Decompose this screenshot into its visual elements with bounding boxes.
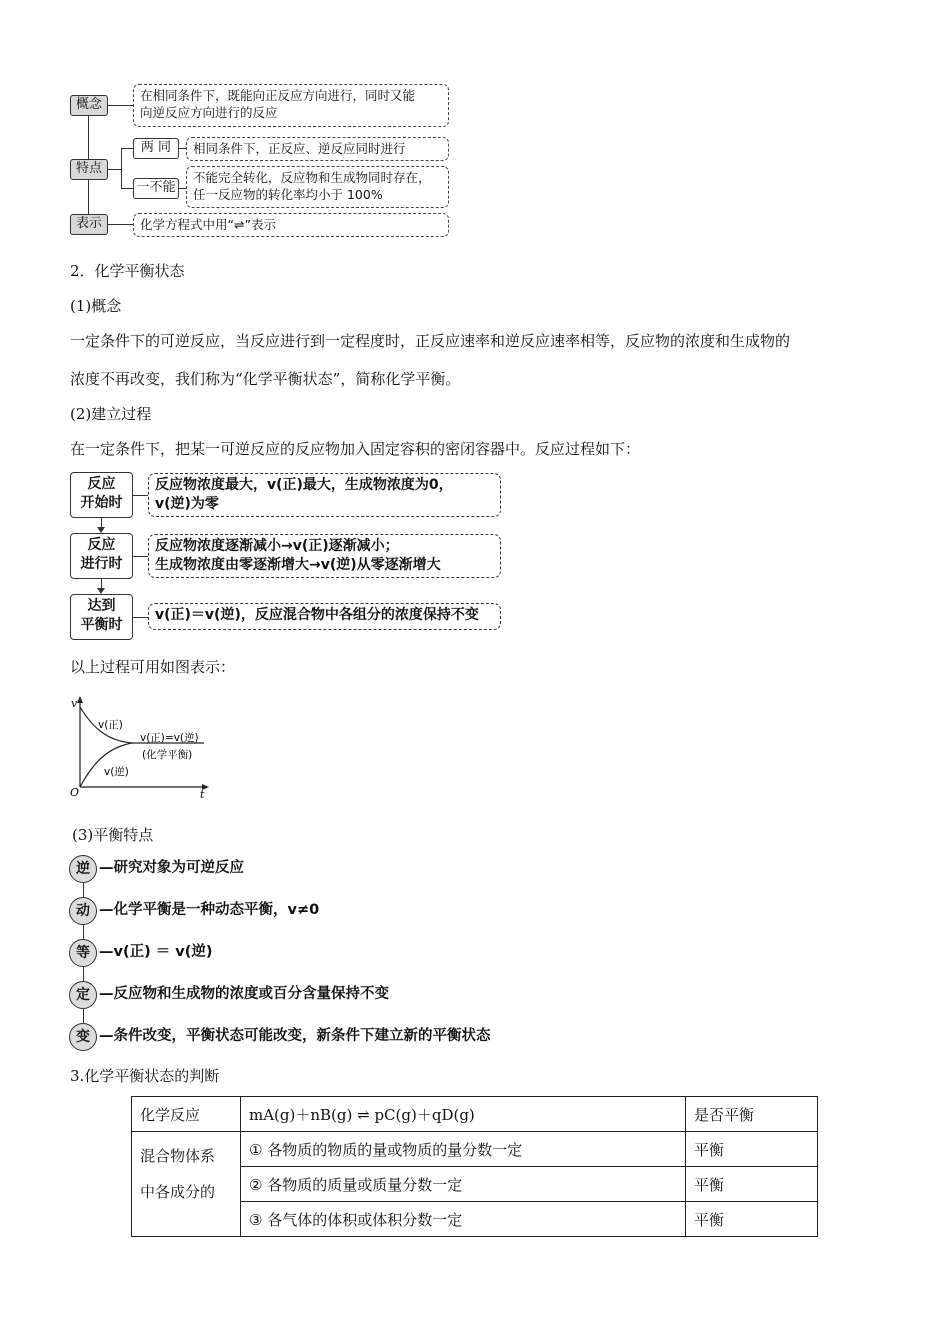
label-feature: 特点 (70, 159, 108, 180)
group-label: 混合物体系 (140, 1147, 216, 1165)
connector (121, 148, 133, 149)
sub3-title: (3)平衡特点 (72, 826, 154, 844)
cannot-line: 不能完全转化，反应物和生成物同时存在， (193, 170, 431, 185)
desc-line: 反应物浓度逐渐减小→v(正)逐渐减小； (155, 538, 399, 554)
concept-box (133, 84, 449, 127)
representation-box (133, 213, 449, 237)
reverse-label: v(逆) (104, 766, 129, 778)
stage-progress (70, 533, 133, 579)
connector (121, 188, 133, 189)
cannot-line: 任一反应物的转化率均小于 100% (193, 187, 383, 202)
y-axis-label: v (71, 697, 78, 710)
sub2-title: (2)建立过程 (70, 405, 152, 423)
stage-equilibrium (70, 594, 133, 640)
arrow-down-icon (97, 588, 105, 594)
desc-line: v(正)＝v(逆)，反应混合物中各组分的浓度保持不变 (155, 607, 479, 623)
connector (133, 495, 148, 496)
section3-title: 3.化学平衡状态的判断 (70, 1067, 220, 1085)
table-header-row (132, 1097, 818, 1132)
concept-para-line1: 一定条件下的可逆反应，当反应进行到一定程度时，正反应速率和逆反应速率相等，反应物的浓度和生成物的 (70, 332, 791, 350)
repr-text: 化学方程式中用“ (140, 217, 234, 232)
header-cell: 化学反应 (132, 1097, 241, 1132)
equal-label: v(正)=v(逆) (140, 732, 199, 744)
connector (107, 105, 133, 106)
stage-label: 反应 (87, 476, 116, 492)
feature-text: —研究对象为可逆反应 (99, 860, 244, 876)
feature-text: —化学平衡是一种动态平衡，v≠0 (99, 902, 320, 918)
stage-label: 达到 (87, 598, 116, 614)
group-label: 中各成分的 (140, 1183, 216, 1201)
x-axis-label: t (200, 788, 205, 800)
graph-intro: 以上过程可用如图表示： (70, 658, 236, 676)
stage-label: 开始时 (80, 495, 123, 511)
origin-label: O (70, 786, 80, 799)
feature-text: —反应物和生成物的浓度或百分含量保持不变 (99, 986, 389, 1002)
repr-text: ”表示 (244, 217, 276, 232)
stage-label: 反应 (87, 537, 116, 553)
arrow-down-icon (97, 527, 105, 533)
connector (178, 188, 186, 189)
same-text: 相同条件下，正反应、逆反应同时进行 (193, 141, 406, 156)
sub1-title: (1)概念 (70, 297, 122, 315)
feature-text: —条件改变，平衡状态可能改变，新条件下建立新的平衡状态 (99, 1028, 491, 1044)
condition-cell: ② 各物质的质量或质量分数一定 (241, 1167, 686, 1202)
table-row (132, 1132, 818, 1167)
equilibrium-label: (化学平衡) (142, 749, 193, 761)
stage-start (70, 472, 133, 518)
desc-line: v(逆)为零 (155, 496, 219, 512)
feature-char: 变 (69, 1023, 97, 1051)
group-cell (132, 1132, 241, 1237)
condition-cell: ① 各物质的物质的量或物质的量分数一定 (241, 1132, 686, 1167)
feature-char: 逆 (69, 855, 97, 883)
connector (133, 556, 148, 557)
feature-char: 定 (69, 981, 97, 1009)
stage-progress-desc (148, 534, 501, 578)
stage-label: 进行时 (80, 556, 123, 572)
stage-equilibrium-desc (148, 603, 501, 630)
feature-char: 动 (69, 897, 97, 925)
equilibrium-judgment-table (131, 1096, 818, 1237)
y-axis-arrow-icon (77, 696, 83, 703)
connector (107, 224, 133, 225)
label-representation: 表示 (70, 214, 108, 235)
desc-line: 反应物浓度最大，v(正)最大，生成物浓度为0， (155, 477, 453, 493)
concept-line: 向逆反应方向进行的反应 (140, 105, 278, 120)
result-cell: 平衡 (686, 1132, 818, 1167)
process-intro: 在一定条件下，把某一可逆反应的反应物加入固定容积的密闭容器中。反应过程如下： (70, 440, 641, 458)
feature-char: 等 (69, 939, 97, 967)
connector (133, 617, 148, 618)
stage-start-desc (148, 473, 501, 517)
connector (178, 148, 186, 149)
reverse-rate-curve (80, 743, 132, 787)
label-two-same: 两 同 (133, 138, 179, 159)
section2-title: 2．化学平衡状态 (70, 262, 185, 280)
reversible-arrow-icon: ⇌ (233, 217, 245, 232)
result-cell: 平衡 (686, 1202, 818, 1237)
header-cell: 是否平衡 (686, 1097, 818, 1132)
stage-label: 平衡时 (80, 617, 123, 633)
header-cell: mA(g)＋nB(g) ⇌ pC(g)＋qD(g) (241, 1097, 686, 1132)
label-cannot: 一不能 (133, 178, 179, 199)
desc-line: 生成物浓度由零逐渐增大→v(逆)从零逐渐增大 (155, 557, 441, 573)
result-cell: 平衡 (686, 1167, 818, 1202)
rate-time-graph (64, 695, 224, 800)
connector (107, 169, 121, 170)
feature-text: —v(正) ＝ v(逆) (99, 944, 213, 960)
concept-para-line2: 浓度不再改变，我们称为“化学平衡状态”，简称化学平衡。 (70, 370, 461, 388)
same-box (186, 137, 449, 161)
condition-cell: ③ 各气体的体积或体积分数一定 (241, 1202, 686, 1237)
cannot-box (186, 166, 449, 208)
connector (121, 148, 122, 188)
label-concept: 概念 (70, 95, 108, 116)
forward-label: v(正) (98, 719, 123, 731)
concept-line: 在相同条件下，既能向正反应方向进行，同时又能 (140, 88, 416, 103)
